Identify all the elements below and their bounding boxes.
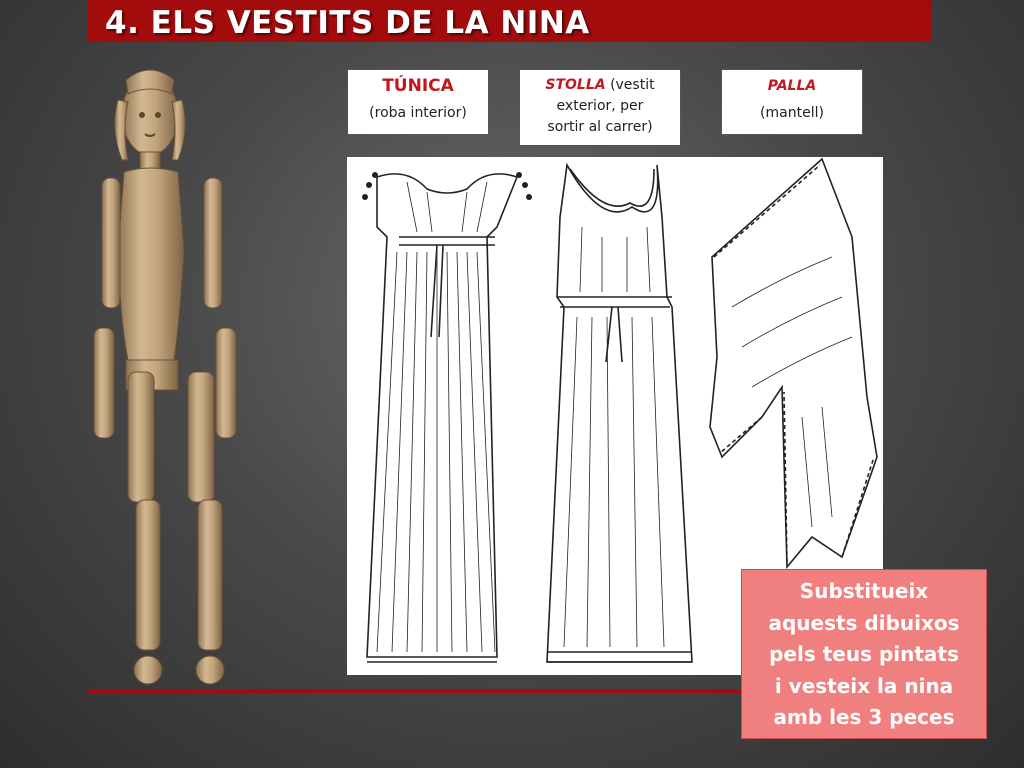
label-palla-name: PALLA: [767, 78, 817, 94]
label-tunica-description: (roba interior): [369, 105, 467, 121]
callout-line-2: aquests dibuixos: [768, 610, 960, 635]
callout-line-1: Substitueix: [799, 579, 929, 603]
label-tunica: [347, 69, 489, 135]
label-stolla-description-3: sortir al carrer): [547, 119, 653, 135]
callout-line-5: amb les 3 peces: [773, 705, 955, 729]
label-tunica-name: TÚNICA: [382, 76, 454, 96]
label-stolla-description-1: (vestit: [610, 77, 655, 93]
label-stolla: [519, 69, 681, 146]
stolla-drawing: [547, 165, 692, 662]
palla-drawing: [710, 159, 877, 567]
tunica-drawing: [362, 172, 532, 662]
label-stolla-name: STOLLA: [545, 77, 606, 93]
label-stolla-description-2: exterior, per: [556, 98, 644, 114]
ivory-doll-image: [88, 60, 263, 690]
label-palla: [721, 69, 863, 135]
title-bar: [87, 0, 932, 42]
label-stolla-line-1: [520, 75, 680, 96]
divider-line: [87, 689, 787, 693]
callout-line-3: pels teus pintats: [769, 642, 959, 666]
page-title: 4. ELS VESTITS DE LA NINA: [105, 5, 590, 41]
instruction-callout: [741, 569, 987, 739]
label-palla-description: (mantell): [760, 105, 824, 121]
callout-line-4: i vesteix la nina: [774, 673, 954, 698]
